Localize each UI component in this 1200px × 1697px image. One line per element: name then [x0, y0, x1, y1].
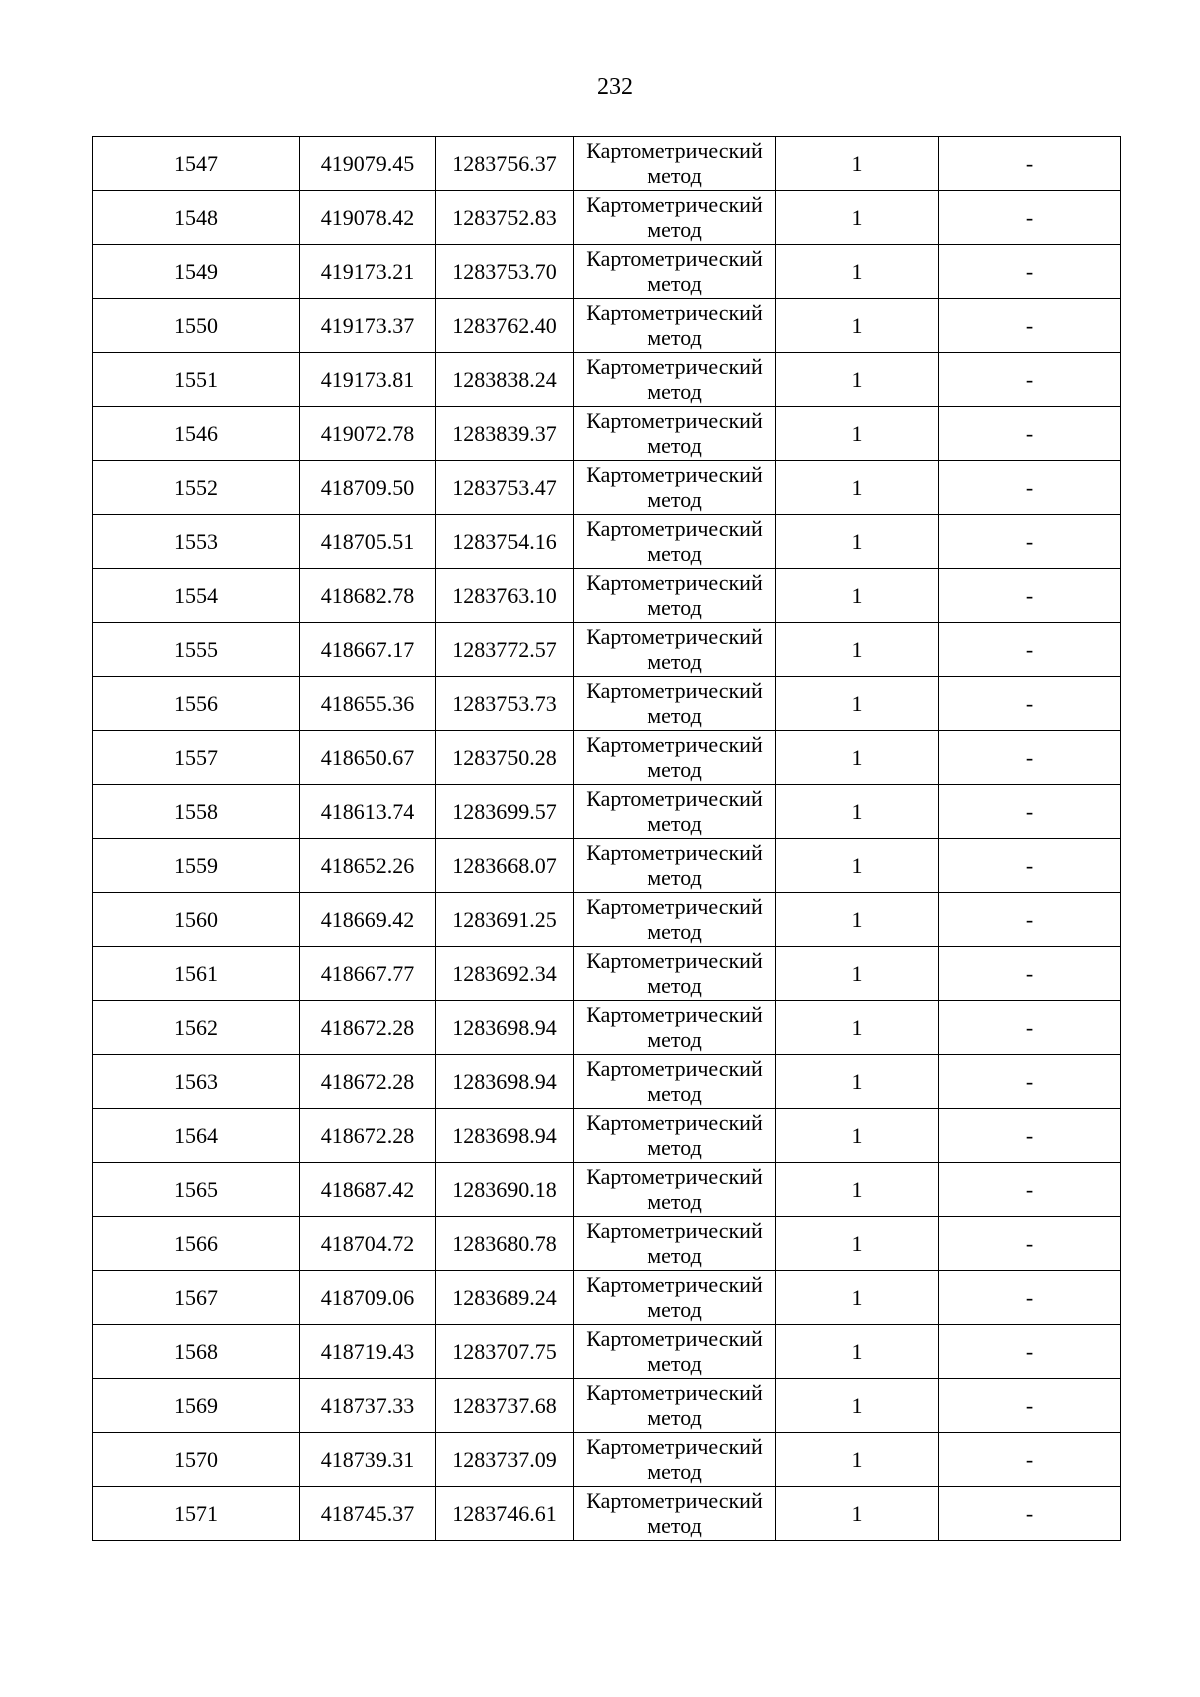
point-id-cell: 1550	[93, 299, 300, 353]
y-coordinate-cell: 1283839.37	[436, 407, 574, 461]
method-cell	[574, 623, 776, 677]
table-body	[93, 137, 1121, 1541]
accuracy-cell: 1	[776, 893, 939, 947]
table-row	[93, 893, 1121, 947]
note-cell: -	[939, 1271, 1121, 1325]
table-row	[93, 515, 1121, 569]
accuracy-cell: 1	[776, 1001, 939, 1055]
y-coordinate-cell: 1283699.57	[436, 785, 574, 839]
method-line-2: метод	[647, 865, 702, 890]
table-row	[93, 1109, 1121, 1163]
y-coordinate-cell: 1283763.10	[436, 569, 574, 623]
method-cell	[574, 1433, 776, 1487]
accuracy-cell: 1	[776, 623, 939, 677]
x-coordinate-cell: 418669.42	[300, 893, 436, 947]
method-cell	[574, 1271, 776, 1325]
x-coordinate-cell: 418672.28	[300, 1001, 436, 1055]
accuracy-cell: 1	[776, 1217, 939, 1271]
accuracy-cell: 1	[776, 569, 939, 623]
y-coordinate-cell: 1283668.07	[436, 839, 574, 893]
method-line-2: метод	[647, 163, 702, 188]
point-id-cell: 1556	[93, 677, 300, 731]
table-row	[93, 1271, 1121, 1325]
x-coordinate-cell: 418650.67	[300, 731, 436, 785]
note-cell: -	[939, 839, 1121, 893]
method-line-2: метод	[647, 1459, 702, 1484]
table-row	[93, 839, 1121, 893]
point-id-cell: 1565	[93, 1163, 300, 1217]
x-coordinate-cell: 418745.37	[300, 1487, 436, 1541]
point-id-cell: 1563	[93, 1055, 300, 1109]
point-id-cell: 1554	[93, 569, 300, 623]
accuracy-cell: 1	[776, 1109, 939, 1163]
y-coordinate-cell: 1283698.94	[436, 1055, 574, 1109]
method-line-1: Картометрический	[586, 624, 763, 649]
note-cell: -	[939, 1001, 1121, 1055]
method-cell	[574, 569, 776, 623]
method-cell	[574, 461, 776, 515]
method-line-1: Картометрический	[586, 516, 763, 541]
table-row	[93, 299, 1121, 353]
method-line-1: Картометрический	[586, 1110, 763, 1135]
table-row	[93, 1487, 1121, 1541]
y-coordinate-cell: 1283754.16	[436, 515, 574, 569]
method-cell	[574, 1325, 776, 1379]
method-line-2: метод	[647, 757, 702, 782]
x-coordinate-cell: 419173.81	[300, 353, 436, 407]
point-id-cell: 1570	[93, 1433, 300, 1487]
y-coordinate-cell: 1283750.28	[436, 731, 574, 785]
method-line-1: Картометрический	[586, 1218, 763, 1243]
accuracy-cell: 1	[776, 839, 939, 893]
accuracy-cell: 1	[776, 137, 939, 191]
accuracy-cell: 1	[776, 407, 939, 461]
note-cell: -	[939, 623, 1121, 677]
accuracy-cell: 1	[776, 1163, 939, 1217]
y-coordinate-cell: 1283753.47	[436, 461, 574, 515]
method-line-1: Картометрический	[586, 138, 763, 163]
y-coordinate-cell: 1283772.57	[436, 623, 574, 677]
method-cell	[574, 1379, 776, 1433]
method-line-1: Картометрический	[586, 732, 763, 757]
method-line-1: Картометрический	[586, 354, 763, 379]
note-cell: -	[939, 461, 1121, 515]
method-line-1: Картометрический	[586, 408, 763, 433]
point-id-cell: 1553	[93, 515, 300, 569]
y-coordinate-cell: 1283838.24	[436, 353, 574, 407]
method-cell	[574, 299, 776, 353]
point-id-cell: 1546	[93, 407, 300, 461]
method-cell	[574, 1001, 776, 1055]
y-coordinate-cell: 1283690.18	[436, 1163, 574, 1217]
x-coordinate-cell: 419079.45	[300, 137, 436, 191]
method-line-2: метод	[647, 811, 702, 836]
table-row	[93, 407, 1121, 461]
method-line-2: метод	[647, 1243, 702, 1268]
point-id-cell: 1547	[93, 137, 300, 191]
point-id-cell: 1549	[93, 245, 300, 299]
accuracy-cell: 1	[776, 515, 939, 569]
point-id-cell: 1555	[93, 623, 300, 677]
table-row	[93, 1217, 1121, 1271]
method-line-2: метод	[647, 649, 702, 674]
method-line-1: Картометрический	[586, 570, 763, 595]
method-line-2: метод	[647, 919, 702, 944]
accuracy-cell: 1	[776, 947, 939, 1001]
note-cell: -	[939, 1379, 1121, 1433]
table-row	[93, 1325, 1121, 1379]
method-line-2: метод	[647, 541, 702, 566]
accuracy-cell: 1	[776, 1325, 939, 1379]
coordinates-table	[92, 136, 1121, 1541]
point-id-cell: 1569	[93, 1379, 300, 1433]
x-coordinate-cell: 419072.78	[300, 407, 436, 461]
method-line-2: метод	[647, 703, 702, 728]
method-line-1: Картометрический	[586, 786, 763, 811]
method-line-2: метод	[647, 1081, 702, 1106]
method-cell	[574, 515, 776, 569]
x-coordinate-cell: 418682.78	[300, 569, 436, 623]
method-cell	[574, 191, 776, 245]
x-coordinate-cell: 418687.42	[300, 1163, 436, 1217]
y-coordinate-cell: 1283692.34	[436, 947, 574, 1001]
method-line-2: метод	[647, 379, 702, 404]
point-id-cell: 1552	[93, 461, 300, 515]
note-cell: -	[939, 515, 1121, 569]
table-row	[93, 1433, 1121, 1487]
accuracy-cell: 1	[776, 677, 939, 731]
method-line-2: метод	[647, 487, 702, 512]
table-row	[93, 191, 1121, 245]
note-cell: -	[939, 569, 1121, 623]
method-line-1: Картометрический	[586, 678, 763, 703]
y-coordinate-cell: 1283752.83	[436, 191, 574, 245]
method-line-2: метод	[647, 217, 702, 242]
method-line-2: метод	[647, 433, 702, 458]
note-cell: -	[939, 1487, 1121, 1541]
method-cell	[574, 893, 776, 947]
x-coordinate-cell: 418739.31	[300, 1433, 436, 1487]
y-coordinate-cell: 1283680.78	[436, 1217, 574, 1271]
accuracy-cell: 1	[776, 245, 939, 299]
note-cell: -	[939, 191, 1121, 245]
table-row	[93, 353, 1121, 407]
method-line-2: метод	[647, 1189, 702, 1214]
method-line-1: Картометрический	[586, 840, 763, 865]
accuracy-cell: 1	[776, 1487, 939, 1541]
note-cell: -	[939, 1325, 1121, 1379]
accuracy-cell: 1	[776, 353, 939, 407]
table-row	[93, 785, 1121, 839]
method-line-2: метод	[647, 1513, 702, 1538]
y-coordinate-cell: 1283689.24	[436, 1271, 574, 1325]
note-cell: -	[939, 353, 1121, 407]
method-line-1: Картометрический	[586, 1164, 763, 1189]
note-cell: -	[939, 785, 1121, 839]
x-coordinate-cell: 418705.51	[300, 515, 436, 569]
x-coordinate-cell: 418719.43	[300, 1325, 436, 1379]
x-coordinate-cell: 418672.28	[300, 1109, 436, 1163]
method-line-1: Картометрический	[586, 246, 763, 271]
method-cell	[574, 1109, 776, 1163]
note-cell: -	[939, 299, 1121, 353]
y-coordinate-cell: 1283737.68	[436, 1379, 574, 1433]
note-cell: -	[939, 893, 1121, 947]
method-cell	[574, 947, 776, 1001]
point-id-cell: 1559	[93, 839, 300, 893]
method-line-2: метод	[647, 595, 702, 620]
method-cell	[574, 1217, 776, 1271]
table-row	[93, 461, 1121, 515]
table-row	[93, 1163, 1121, 1217]
note-cell: -	[939, 137, 1121, 191]
table-row	[93, 947, 1121, 1001]
y-coordinate-cell: 1283707.75	[436, 1325, 574, 1379]
x-coordinate-cell: 418704.72	[300, 1217, 436, 1271]
note-cell: -	[939, 1055, 1121, 1109]
method-line-1: Картометрический	[586, 300, 763, 325]
y-coordinate-cell: 1283737.09	[436, 1433, 574, 1487]
method-line-1: Картометрический	[586, 192, 763, 217]
x-coordinate-cell: 419173.37	[300, 299, 436, 353]
method-line-1: Картометрический	[586, 1434, 763, 1459]
method-line-1: Картометрический	[586, 1272, 763, 1297]
accuracy-cell: 1	[776, 1379, 939, 1433]
method-cell	[574, 245, 776, 299]
method-cell	[574, 731, 776, 785]
y-coordinate-cell: 1283698.94	[436, 1109, 574, 1163]
accuracy-cell: 1	[776, 1433, 939, 1487]
method-line-1: Картометрический	[586, 1380, 763, 1405]
x-coordinate-cell: 419078.42	[300, 191, 436, 245]
table-row	[93, 677, 1121, 731]
note-cell: -	[939, 245, 1121, 299]
method-line-1: Картометрический	[586, 894, 763, 919]
point-id-cell: 1561	[93, 947, 300, 1001]
method-cell	[574, 353, 776, 407]
table-row	[93, 245, 1121, 299]
point-id-cell: 1562	[93, 1001, 300, 1055]
table-row	[93, 137, 1121, 191]
method-cell	[574, 677, 776, 731]
accuracy-cell: 1	[776, 1271, 939, 1325]
note-cell: -	[939, 1433, 1121, 1487]
point-id-cell: 1568	[93, 1325, 300, 1379]
method-line-2: метод	[647, 1297, 702, 1322]
x-coordinate-cell: 418667.77	[300, 947, 436, 1001]
method-line-1: Картометрический	[586, 462, 763, 487]
method-line-2: метод	[647, 1351, 702, 1376]
table-row	[93, 623, 1121, 677]
method-line-1: Картометрический	[586, 948, 763, 973]
accuracy-cell: 1	[776, 785, 939, 839]
method-line-1: Картометрический	[586, 1488, 763, 1513]
point-id-cell: 1567	[93, 1271, 300, 1325]
x-coordinate-cell: 418709.50	[300, 461, 436, 515]
y-coordinate-cell: 1283691.25	[436, 893, 574, 947]
page-number: 232	[597, 74, 633, 100]
method-line-2: метод	[647, 325, 702, 350]
x-coordinate-cell: 418737.33	[300, 1379, 436, 1433]
table-row	[93, 1001, 1121, 1055]
point-id-cell: 1551	[93, 353, 300, 407]
point-id-cell: 1558	[93, 785, 300, 839]
x-coordinate-cell: 418709.06	[300, 1271, 436, 1325]
point-id-cell: 1566	[93, 1217, 300, 1271]
point-id-cell: 1560	[93, 893, 300, 947]
table-row	[93, 731, 1121, 785]
method-cell	[574, 407, 776, 461]
accuracy-cell: 1	[776, 299, 939, 353]
note-cell: -	[939, 1163, 1121, 1217]
accuracy-cell: 1	[776, 461, 939, 515]
y-coordinate-cell: 1283698.94	[436, 1001, 574, 1055]
note-cell: -	[939, 1217, 1121, 1271]
point-id-cell: 1548	[93, 191, 300, 245]
y-coordinate-cell: 1283746.61	[436, 1487, 574, 1541]
method-line-1: Картометрический	[586, 1056, 763, 1081]
x-coordinate-cell: 418672.28	[300, 1055, 436, 1109]
accuracy-cell: 1	[776, 731, 939, 785]
method-line-2: метод	[647, 1027, 702, 1052]
y-coordinate-cell: 1283762.40	[436, 299, 574, 353]
method-cell	[574, 137, 776, 191]
x-coordinate-cell: 418667.17	[300, 623, 436, 677]
y-coordinate-cell: 1283753.73	[436, 677, 574, 731]
method-line-2: метод	[647, 271, 702, 296]
accuracy-cell: 1	[776, 1055, 939, 1109]
table-row	[93, 1055, 1121, 1109]
method-cell	[574, 1055, 776, 1109]
method-cell	[574, 785, 776, 839]
x-coordinate-cell: 418613.74	[300, 785, 436, 839]
point-id-cell: 1571	[93, 1487, 300, 1541]
method-line-1: Картометрический	[586, 1326, 763, 1351]
y-coordinate-cell: 1283753.70	[436, 245, 574, 299]
method-line-1: Картометрический	[586, 1002, 763, 1027]
method-line-2: метод	[647, 973, 702, 998]
method-line-2: метод	[647, 1135, 702, 1160]
y-coordinate-cell: 1283756.37	[436, 137, 574, 191]
note-cell: -	[939, 731, 1121, 785]
note-cell: -	[939, 1109, 1121, 1163]
accuracy-cell: 1	[776, 191, 939, 245]
point-id-cell: 1557	[93, 731, 300, 785]
x-coordinate-cell: 418652.26	[300, 839, 436, 893]
note-cell: -	[939, 407, 1121, 461]
method-line-2: метод	[647, 1405, 702, 1430]
table-row	[93, 1379, 1121, 1433]
point-id-cell: 1564	[93, 1109, 300, 1163]
method-cell	[574, 1163, 776, 1217]
note-cell: -	[939, 677, 1121, 731]
table-row	[93, 569, 1121, 623]
note-cell: -	[939, 947, 1121, 1001]
method-cell	[574, 839, 776, 893]
method-cell	[574, 1487, 776, 1541]
x-coordinate-cell: 418655.36	[300, 677, 436, 731]
x-coordinate-cell: 419173.21	[300, 245, 436, 299]
